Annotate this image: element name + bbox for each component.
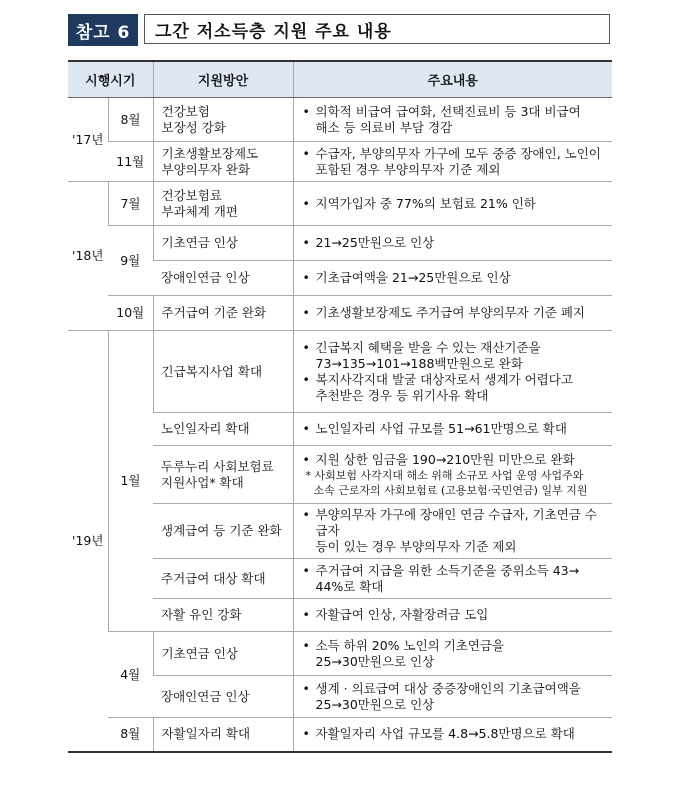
table-header-row — [68, 62, 612, 98]
year-cell: '17년 — [68, 98, 108, 182]
plan-line: 기초연금 인상 — [161, 235, 238, 250]
plan-line: 긴급복지사업 확대 — [161, 363, 263, 379]
table-row — [68, 226, 612, 261]
month-cell: 8월 — [108, 98, 153, 142]
plan-line: 지원사업* 확대 — [161, 474, 244, 490]
plan-line: 생계급여 등 기준 완화 — [161, 523, 282, 538]
page-title: 그간 저소득층 지원 주요 내용 — [144, 14, 610, 44]
header-period: 시행시기 — [68, 62, 153, 98]
month-cell: 1월 — [108, 331, 153, 632]
plan-line: 노인일자리 확대 — [161, 421, 250, 436]
month-cell: 11월 — [108, 142, 153, 182]
bullet-list — [300, 563, 609, 595]
table-row — [68, 296, 612, 331]
content-cell — [293, 226, 612, 261]
content-cell — [293, 632, 612, 676]
bullet-item — [300, 607, 609, 623]
bullet-line: 해소 등 의료비 부담 경감 — [315, 119, 453, 135]
reference-badge: 참고 6 — [68, 14, 138, 46]
bullet-line: 25→30만원으로 인상 — [315, 696, 435, 712]
bullet-item — [300, 196, 609, 212]
bullet-line: 추천받은 경우 등 위기사유 확대 — [315, 387, 489, 403]
bullet-item — [300, 638, 609, 670]
table-row — [68, 182, 612, 226]
bullet-item — [300, 563, 609, 595]
bullet-line: • 자활급여 인상, 자활장려금 도입 — [315, 607, 489, 622]
plan-cell — [153, 226, 293, 261]
plan-cell — [153, 182, 293, 226]
bullet-list — [300, 270, 609, 286]
plan-cell — [153, 413, 293, 446]
bullet-line: • 수급자, 부양의무자 가구에 모두 중증 장애인, 노인이 — [315, 145, 601, 161]
content-cell — [293, 718, 612, 751]
bullet-list — [300, 681, 609, 713]
content-cell — [293, 182, 612, 226]
support-table — [68, 60, 612, 753]
bullet-item — [300, 421, 609, 437]
bullet-line: 포함된 경우 부양의무자 기준 제외 — [315, 161, 501, 177]
bullet-line: • 지원 상한 임금을 190→210만원 미만으로 완화 — [315, 451, 575, 467]
table-row — [68, 718, 612, 751]
plan-line: 주거급여 기준 완화 — [161, 305, 267, 320]
bullet-list — [300, 607, 609, 623]
bullet-line: • 부양의무자 가구에 장애인 연금 수급자, 기초연금 수급자 — [315, 507, 597, 538]
plan-line: 건강보험 — [161, 103, 210, 119]
plan-cell — [153, 599, 293, 632]
bullet-item — [300, 452, 609, 468]
bullet-line: • 자활일자리 사업 규모를 4.8→5.8만명으로 확대 — [315, 726, 575, 742]
plan-cell — [153, 98, 293, 142]
content-cell — [293, 446, 612, 504]
bullet-list — [300, 340, 609, 404]
bullet-list — [300, 196, 609, 212]
bullet-list — [300, 235, 609, 251]
bullet-item — [300, 726, 609, 742]
plan-line: 부과체계 개편 — [161, 203, 238, 219]
bullet-list — [300, 305, 609, 321]
content-cell — [293, 331, 612, 413]
bullet-line: • 생계 · 의료급여 대상 중증장애인의 기초급여액을 — [315, 680, 581, 696]
year-cell: '18년 — [68, 182, 108, 331]
content-cell — [293, 676, 612, 718]
bullet-line: • 복지사각지대 발굴 대상자로서 생계가 어렵다고 — [315, 371, 573, 387]
bullet-item — [300, 372, 609, 404]
bullet-item — [300, 340, 609, 372]
content-cell — [293, 504, 612, 559]
plan-line: 자활 유인 강화 — [161, 607, 242, 622]
bullet-item — [300, 681, 609, 713]
content-cell — [293, 413, 612, 446]
table-row — [68, 142, 612, 182]
plan-line: 부양의무자 완화 — [161, 161, 251, 177]
bullet-line: • 주거급여 지급을 위한 소득기준을 중위소득 43→ — [315, 562, 580, 578]
bullet-line: • 기초급여액을 21→25만원으로 인상 — [315, 270, 511, 285]
bullet-line: • 긴급복지 혜택을 받을 수 있는 재산기준을 — [315, 339, 541, 355]
bullet-line: • 노인일자리 사업 규모를 51→61만명으로 확대 — [315, 421, 567, 436]
plan-cell — [153, 142, 293, 182]
bullet-list — [300, 638, 609, 670]
bullet-item — [300, 305, 609, 321]
plan-line: 기초연금 인상 — [161, 645, 238, 661]
plan-line: 기초생활보장제도 — [161, 145, 259, 161]
plan-line: 주거급여 대상 확대 — [161, 570, 266, 586]
month-cell: 7월 — [108, 182, 153, 226]
plan-cell — [153, 331, 293, 413]
bullet-item — [300, 104, 609, 136]
plan-line: 장애인연금 인상 — [161, 688, 250, 704]
year-cell: '19년 — [68, 331, 108, 751]
bullet-list — [300, 726, 609, 742]
bullet-list — [300, 104, 609, 136]
header-plan: 지원방안 — [153, 62, 293, 98]
plan-line: 보장성 강화 — [161, 119, 226, 135]
plan-line: 두루누리 사회보험료 — [161, 458, 274, 474]
month-cell: 8월 — [108, 718, 153, 751]
bullet-line: • 의학적 비급여 급여화, 선택진료비 등 3대 비급여 — [315, 103, 581, 119]
bullet-list — [300, 421, 609, 437]
content-cell — [293, 142, 612, 182]
content-cell — [293, 599, 612, 632]
plan-cell — [153, 446, 293, 504]
month-cell: 10월 — [108, 296, 153, 331]
content-cell — [293, 98, 612, 142]
content-cell — [293, 559, 612, 599]
plan-line: 건강보험료 — [161, 187, 222, 203]
plan-line: 장애인연금 인상 — [161, 270, 250, 285]
bullet-line: • 21→25만원으로 인상 — [315, 235, 435, 250]
plan-cell — [153, 632, 293, 676]
plan-cell — [153, 504, 293, 559]
bullet-line: 44%로 확대 — [315, 578, 384, 594]
plan-cell — [153, 559, 293, 599]
table-row — [68, 331, 612, 413]
bullet-line: • 지역가입자 중 77%의 보험료 21% 인하 — [315, 195, 536, 211]
plan-cell — [153, 676, 293, 718]
bullet-item — [300, 270, 609, 286]
table-row — [68, 632, 612, 676]
table-row — [68, 98, 612, 142]
section-header — [68, 14, 612, 46]
content-cell — [293, 261, 612, 296]
bullet-list — [300, 146, 609, 178]
bullet-item — [300, 146, 609, 178]
content-cell — [293, 296, 612, 331]
bullet-line: 25→30만원으로 인상 — [315, 653, 435, 669]
plan-line: 자활일자리 확대 — [161, 726, 251, 742]
month-cell: 9월 — [108, 226, 153, 296]
bullet-line: • 기초생활보장제도 주거급여 부양의무자 기준 폐지 — [315, 305, 585, 320]
bullet-list — [300, 452, 609, 468]
plan-cell — [153, 261, 293, 296]
bullet-item — [300, 235, 609, 251]
bullet-list — [300, 507, 609, 555]
bullet-line: 73→135→101→188백만원으로 완화 — [315, 355, 523, 371]
footnote-line: * 사회보험 사각지대 해소 위해 소규모 사업 운영 사업주와 — [305, 468, 584, 482]
footnote-line: 소속 근로자의 사회보험료 (고용보험·국민연금) 일부 지원 — [313, 483, 588, 497]
plan-cell — [153, 296, 293, 331]
month-cell: 4월 — [108, 632, 153, 718]
bullet-line: 등이 있는 경우 부양의무자 기준 제외 — [315, 539, 517, 554]
header-content: 주요내용 — [293, 62, 612, 98]
bullet-item — [300, 507, 609, 555]
plan-cell — [153, 718, 293, 751]
bullet-line: • 소득 하위 20% 노인의 기초연금을 — [315, 637, 505, 653]
footnote — [300, 468, 609, 498]
